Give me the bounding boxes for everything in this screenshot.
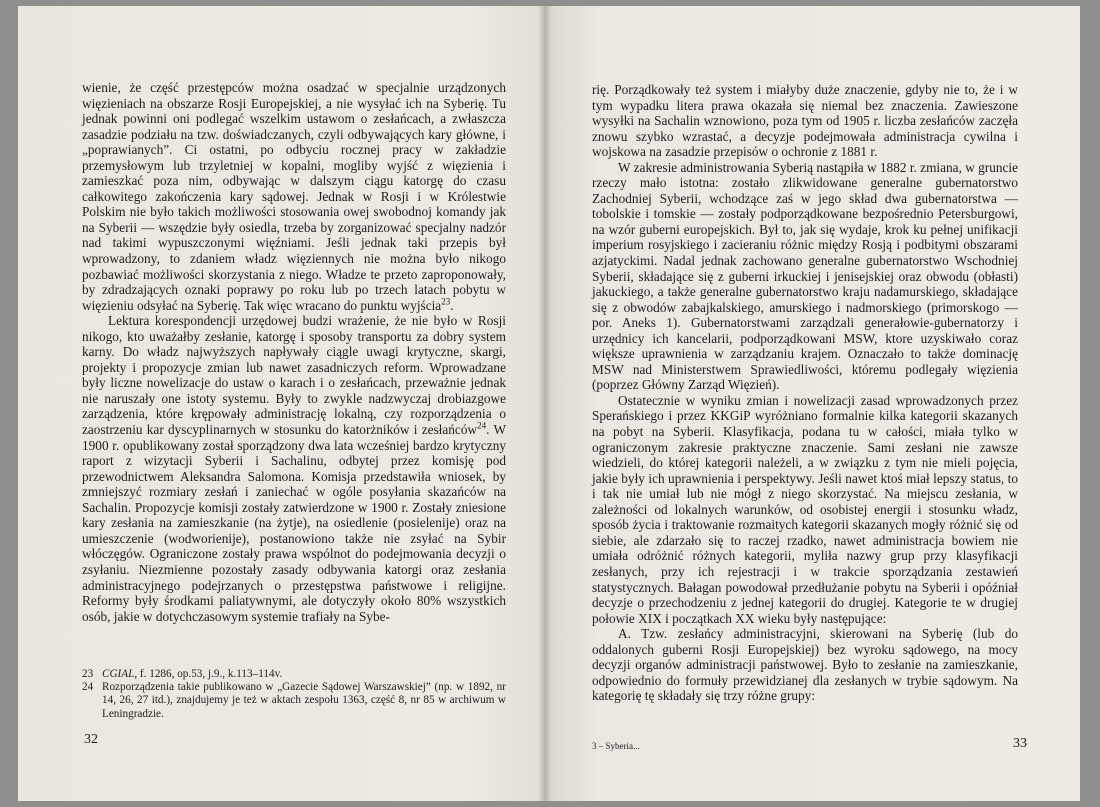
footnote-ref-23: 23 — [441, 296, 451, 307]
left-paragraph-1-text: wienie, że część przestępców można osadzać w specjalnie urządzonych więzieniach na obszarze Rosji Europejskiej, a nie wysyłać ich na Syberię. Tu jednak powinni oni podlegać wszelkim ustawom o zesłańcach, a zwłaszcza zasadzie podziału na tzw. doświadczanych, czyli odbywających kary główne, i „poprawianych”. Ci ostatni, po odbyciu rocznej pracy w zakładzie przemysłowym lub trzyletniej w kopalni, mogliby wyjść z więzienia i zamieszkać poza nim, odbywając w dalszym ciągu katorgę do czasu całkowitego zakończenia kary sądowej. Jednak w Rosji i w Królestwie Polskim nie było takich możliwości stosowania owej swobodnoj komandy jak na Syberii — wszędzie były osiedla, trzeba by zorganizować specjalny nadzór nad takimi wypuszczonymi więźniami. Jeśli jednak taki przepis był wprowadzony, to zdaniem władz więziennych nie można było nikogo pozbawiać możliwości skorzystania z niego. Władze te przeto zaproponowały, by zdradzających oznaki poprawy po roku lub po trzech latach pobytu w więzieniu odsyłać na Syberię. Tak więc wracano do punktu wyjścia — [82, 80, 506, 313]
right-page-body — [592, 82, 1018, 704]
footnote-number: 23 — [82, 668, 94, 680]
left-paragraph-2: Lektura korespondencji urzędowej budzi wrażenie, że nie było w Rosji nikogo, kto uważałby zesłanie, katorgę i sposoby transportu za dobry system karny. Do władz najwyższych napływały ciągle uwagi krytyczne, skargi, projekty i propozycje zmian lub nawet zasadniczych reform. Wprowadzane były liczne nowelizacje do ustaw o karach i o zesłańcach, przeważnie jednak nie naruszały one istoty systemu. Były to zwykle nadzwyczaj drobiazgowe zarządzenia, które krępowały administrację lokalną, czy rozporządzenia o zaostrzeniu kar dyscyplinarnych w stosunku do katorżników i zesłańców$^{24}$. W 1900 r. opublikowany został sporządzony dwa lata wcześniej bardzo krytyczny raport z wizytacji Syberii i Sachalinu, odbytej przez komisję pod przewodnictwem Aleksandra Salomona. Komisja przedstawiła wniosek, by zmniejszyć rozmiary zesłań i zaniechać w ogóle posyłania skazańców na Sachalin. Propozycje komisji zostały zatwierdzone w 1900 r. Zostały zniesione kary zesłania na zamieszkanie (na żytje), na osiedlenie (posielenije) oraz na umieszczenie (wodworienije), postanowiono także nie zsyłać na Sybir włóczęgów. Ograniczone zostały prawa wspólnot do podejmowania decyzji o zsyłaniu. Niezmienne pozostały zasady odbywania katorgi oraz zesłania administracyjnego podejrzanych o przestępstwa państwowe i religijne. Reformy były środkami paliatywnymi, ale dotyczyły około 80% wszystkich osób, jakie w dotychczasowym systemie trafiały na Sybe- — [82, 313, 506, 624]
left-paragraph-1: wienie, że część przestępców można osadzać w specjalnie urządzonych więzieniach na obszarze Rosji Europejskiej, a nie wysyłać ich na Syberię. Tu jednak powinni oni podlegać wszelkim ustawom o zesłańcach, a zwłaszcza zasadzie podziału na tzw. doświadczanych, czyli odbywających kary główne, i „poprawianych”. Ci ostatni, po odbyciu rocznej pracy w zakładzie przemysłowym lub trzyletniej w kopalni, mogliby wyjść z więzienia i zamieszkać poza nim, odbywając w dalszym ciągu katorgę do czasu całkowitego zakończenia kary sądowej. Jednak w Rosji i w Królestwie Polskim nie było takich możliwości stosowania owej swobodnoj komandy jak na Syberii — wszędzie były osiedla, trzeba by zorganizować specjalny nadzór nad takimi wypuszczonymi więźniami. Jeśli jednak taki przepis był wprowadzony, to zdaniem władz więziennych nie można było nikogo pozbawiać możliwości skorzystania z niego. Władze te przeto zaproponowały, by zdradzających oznaki poprawy po roku lub po trzech latach pobytu w więzieniu odsyłać na Syberię. Tak więc wracano do punktu wyjścia$^{23}$. — [82, 80, 506, 313]
footnote-24 — [82, 681, 506, 721]
right-page — [545, 6, 1080, 801]
left-page-body — [82, 80, 506, 624]
right-paragraph-2: W zakresie administrowania Syberią nastąpiła w 1882 r. zmiana, w gruncie rzeczy mało istotna: zostało zlikwidowane generalne gubernatorstwo Zachodniej Syberii, wchodzące zaś w jego skład dwa gubernatorstwa — tobolskie i tomskie — zostały podporządkowane bezpośrednio Petersburgowi, na wzór guberni europejskich. Był to, jak się wydaje, krok ku pełnej unifikacji imperium rosyjskiego i zacieraniu różnic między Rosją i podbitymi obszarami azjatyckimi. Nadal jednak zachowano generalne gubernatorstwo Wschodniej Syberii, składające się z guberni irkuckiej i jenisejskiej oraz obwodu (obłasti) jakuckiego, a także generalne gubernatorstwo kraju nadamurskiego, składające się z obwodów zabajkalskiego, amurskiego i nadmorskiego (primorskogo — por. Aneks 1). Gubernatorstwami zarządzali generałowie-gubernatorzy i urzędnicy ich kancelarii, podporządkowani MSW, ktore uzyskiwało coraz większe uprawnienia w zarządzaniu krajem. Oznaczało to także dominację MSW nad Ministerstwem Sprawiedliwości, któremu podlegały więzienia (poprzez Główny Zarząd Więzień). — [592, 159, 1019, 393]
right-paragraph-4: A. Tzw. zesłańcy administracyjni, skierowani na Syberię (lub do oddalonych guberni Rosji Europejskiej) bez wyroku sądowego, na mocy decyzji organów administracji państwowej. Było to zesłanie na zamieszkanie, odpowiednio do formuły przewidzianej dla zesłanych w trybie sądowym. Na kategorię tę składały się trzy różne grupy: — [592, 626, 1018, 704]
footnote-ref-24: 24 — [477, 420, 487, 431]
signature-mark: 3 – Syberia... — [592, 741, 640, 751]
left-paragraph-2b-text: W 1900 r. opublikowany został sporządzony dwa lata wcześniej bardzo krytyczny raport z wizytacji Syberii i Sachalinu, odbytej przez komisję pod przewodnictwem Aleksandra Salomona. Komisja przedstawiła wniosek, by zmniejszyć rozmiary zesłań i zaniechać w ogóle posyłania skazańców na Sachalin. Propozycje komisji zostały zatwierdzone w 1900 r. Zostały zniesione kary zesłania na zamieszkanie (na żytje), na osiedlenie (posielenije) oraz na umieszczenie (wodworienije), postanowiono także nie zsyłać na Sybir włóczęgów. Ograniczone zostały prawa wspólnot do podejmowania decyzji o zsyłaniu. Niezmienne pozostały zasady odbywania katorgi oraz zesłania administracyjnego podejrzanych o przestępstwa państwowe i religijne. Reformy były środkami paliatywnymi, ale dotyczyły około 80% wszystkich osób, jakie w dotychczasowym systemie trafiały na Sybe- — [82, 422, 506, 624]
footnote-23 — [82, 668, 506, 681]
page-number-right: 33 — [1013, 736, 1027, 751]
left-page — [18, 6, 545, 801]
footnotes — [82, 668, 506, 721]
page-number-left: 32 — [84, 732, 98, 747]
left-paragraph-2-text: Lektura korespondencji urzędowej budzi wrażenie, że nie było w Rosji nikogo, kto uważałby zesłanie, katorgę i sposoby transportu za dobry system karny. Do władz najwyższych napływały ciągle uwagi krytyczne, skargi, projekty i propozycje zmian lub nawet zasadniczych reform. Wprowadzane były liczne nowelizacje do ustaw o karach i o zesłańcach, przeważnie jednak nie naruszały one istoty systemu. Były to zwykle nadzwyczaj drobiazgowe zarządzenia, które krępowały administrację lokalną, czy rozporządzenia o zaostrzeniu kar dyscyplinarnych w stosunku do katorżników i zesłańców — [82, 313, 506, 438]
book-gutter — [538, 6, 552, 801]
right-paragraph-3: Ostatecznie w wyniku zmian i nowelizacji zasad wprowadzonych przez Sperańskiego i przez KKGiP wyróżniano formalnie kilka kategorii skazanych na pobyt na Syberii. Klasyfikacja, podana tu w całości, miała tylko w ograniczonym zakresie praktyczne znaczenie. Sami zesłani nie zawsze wiedzieli, do której kategorii należeli, a w związku z tym nie mieli pojęcia, jakie były ich uprawnienia i perspektywy. Jeśli nawet ktoś miał lepszy status, to i tak nie umiał lub nie mógł z niego skorzystać. Na miejscu zesłania, w zależności od lokalnych warunków, od osobistej energii i stosunku władz, sposób życia i traktowanie rozmaitych kategorii skazanych mogły różnić się od siebie, ale zdarzało się to raczej rzadko, nawet administracja bowiem nie umiała odróżnić różnych kategorii, myliła nazwy grup przy klasyfikacji zesłanych, przy ich rejestracji i w trakcie sporządzania zestawień statystycznych. Bałagan powodował przedłużanie pobytu na Syberii i opóźniał decyzje o przechodzeniu z jednej kategorii do drugiej. Kategorie te w drugiej połowie XIX i początkach XX wieku były następujące: — [592, 392, 1018, 626]
footnote-number: 24 — [82, 681, 94, 694]
right-paragraph-1: rię. Porządkowały też system i miałyby duże znaczenie, gdyby nie to, że i w tym wypadku litera prawa okazała się niemal bez znaczenia. Zawieszone wysyłki na Sachalin wznowiono, poza tym od 1905 r. liczba zesłańców zaczęła znowu szybko wzrastać, a decyzje podejmowała administracja cywilna i wojskowa na zasadzie przepisów o ochronie z 1881 r. — [592, 82, 1018, 160]
footnote-text: Rozporządzenia takie publikowano w „Gazecie Sądowej Warszawskiej” (np. w 1892, nr 14, 26, 27 itd.), znajdujemy je też w aktach zespołu 1363, część 8, nr 85 w archiwum w Leningradzie. — [102, 681, 506, 720]
footnote-source-abbrev: CGIAL, — [102, 668, 138, 680]
footnote-text-rest: f. 1286, op.53, j.9., k.113–114v. — [137, 668, 283, 680]
footnote-text — [102, 668, 506, 681]
